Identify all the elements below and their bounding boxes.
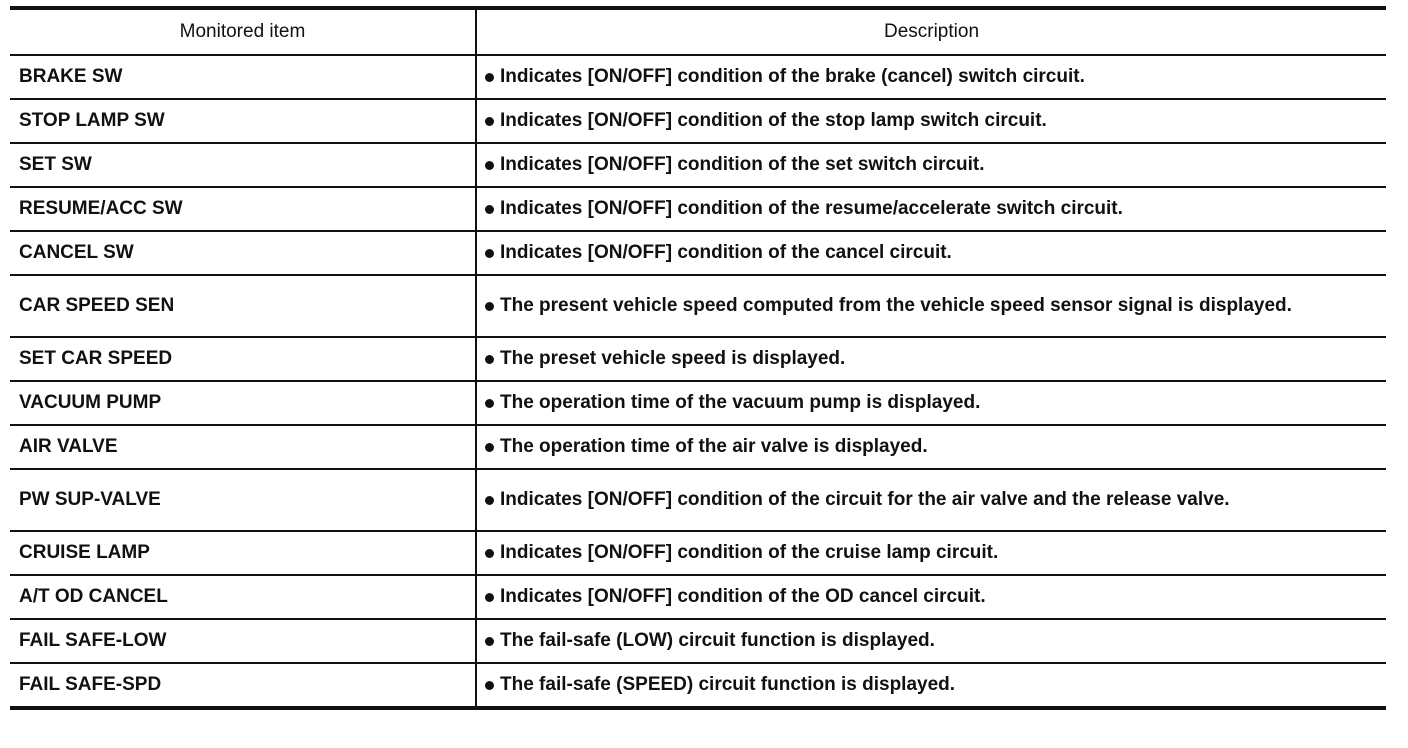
description-text: The operation time of the vacuum pump is displayed. [500, 392, 981, 413]
description-cell [476, 337, 1386, 381]
description-cell [476, 275, 1386, 337]
description-text: Indicates [ON/OFF] condition of the cancel circuit. [500, 242, 952, 263]
description-cell [476, 231, 1386, 275]
description-text: Indicates [ON/OFF] condition of the set switch circuit. [500, 154, 985, 175]
description-text: The operation time of the air valve is displayed. [500, 436, 928, 457]
monitored-item-cell: SET CAR SPEED [10, 337, 476, 381]
table-row [10, 143, 1386, 187]
description-cell [476, 575, 1386, 619]
bullet-icon [485, 73, 494, 82]
monitored-item-cell: CAR SPEED SEN [10, 275, 476, 337]
description-cell [476, 143, 1386, 187]
header-monitored-item: Monitored item [10, 8, 476, 55]
table-row [10, 187, 1386, 231]
bullet-icon [485, 161, 494, 170]
table-row [10, 337, 1386, 381]
table-row [10, 469, 1386, 531]
description-text: Indicates [ON/OFF] condition of the brake (cancel) switch circuit. [500, 66, 1085, 87]
bullet-icon [485, 637, 494, 646]
description-text: Indicates [ON/OFF] condition of the OD cancel circuit. [500, 586, 986, 607]
table-row [10, 381, 1386, 425]
description-cell [476, 187, 1386, 231]
monitored-item-cell: VACUUM PUMP [10, 381, 476, 425]
description-cell [476, 381, 1386, 425]
description-cell [476, 619, 1386, 663]
table-row [10, 99, 1386, 143]
bullet-icon [485, 117, 494, 126]
monitored-item-cell: CANCEL SW [10, 231, 476, 275]
description-cell [476, 531, 1386, 575]
monitored-item-cell: SET SW [10, 143, 476, 187]
table-row [10, 55, 1386, 99]
monitored-item-cell: FAIL SAFE-LOW [10, 619, 476, 663]
monitored-item-cell: PW SUP-VALVE [10, 469, 476, 531]
table-row [10, 663, 1386, 708]
table-row [10, 425, 1386, 469]
description-cell [476, 99, 1386, 143]
description-cell [476, 469, 1386, 531]
bullet-icon [485, 681, 494, 690]
monitored-item-cell: BRAKE SW [10, 55, 476, 99]
header-row [10, 8, 1386, 55]
monitored-item-cell: A/T OD CANCEL [10, 575, 476, 619]
header-description: Description [476, 8, 1386, 55]
bullet-icon [485, 355, 494, 364]
bullet-icon [485, 549, 494, 558]
description-text: Indicates [ON/OFF] condition of the circuit for the air valve and the release valve. [500, 489, 1230, 510]
bullet-icon [485, 399, 494, 408]
monitored-item-cell: AIR VALVE [10, 425, 476, 469]
monitor-table-container [10, 6, 1386, 710]
bullet-icon [485, 249, 494, 258]
monitored-item-cell: CRUISE LAMP [10, 531, 476, 575]
bullet-icon [485, 443, 494, 452]
bullet-icon [485, 302, 494, 311]
bullet-icon [485, 496, 494, 505]
description-cell [476, 55, 1386, 99]
table-row [10, 275, 1386, 337]
description-text: The fail-safe (LOW) circuit function is displayed. [500, 630, 935, 651]
table-row [10, 575, 1386, 619]
description-text: Indicates [ON/OFF] condition of the cruise lamp circuit. [500, 542, 999, 563]
monitor-items-table [10, 6, 1386, 710]
monitored-item-cell: STOP LAMP SW [10, 99, 476, 143]
description-text: The fail-safe (SPEED) circuit function is displayed. [500, 674, 956, 695]
table-row [10, 231, 1386, 275]
description-text: The present vehicle speed computed from the vehicle speed sensor signal is displayed. [500, 295, 1292, 316]
bullet-icon [485, 205, 494, 214]
description-text: The preset vehicle speed is displayed. [500, 348, 846, 369]
bullet-icon [485, 593, 494, 602]
table-row [10, 619, 1386, 663]
monitored-item-cell: FAIL SAFE-SPD [10, 663, 476, 708]
description-text: Indicates [ON/OFF] condition of the resume/accelerate switch circuit. [500, 198, 1123, 219]
monitored-item-cell: RESUME/ACC SW [10, 187, 476, 231]
table-row [10, 531, 1386, 575]
description-cell [476, 425, 1386, 469]
description-cell [476, 663, 1386, 708]
description-text: Indicates [ON/OFF] condition of the stop lamp switch circuit. [500, 110, 1047, 131]
